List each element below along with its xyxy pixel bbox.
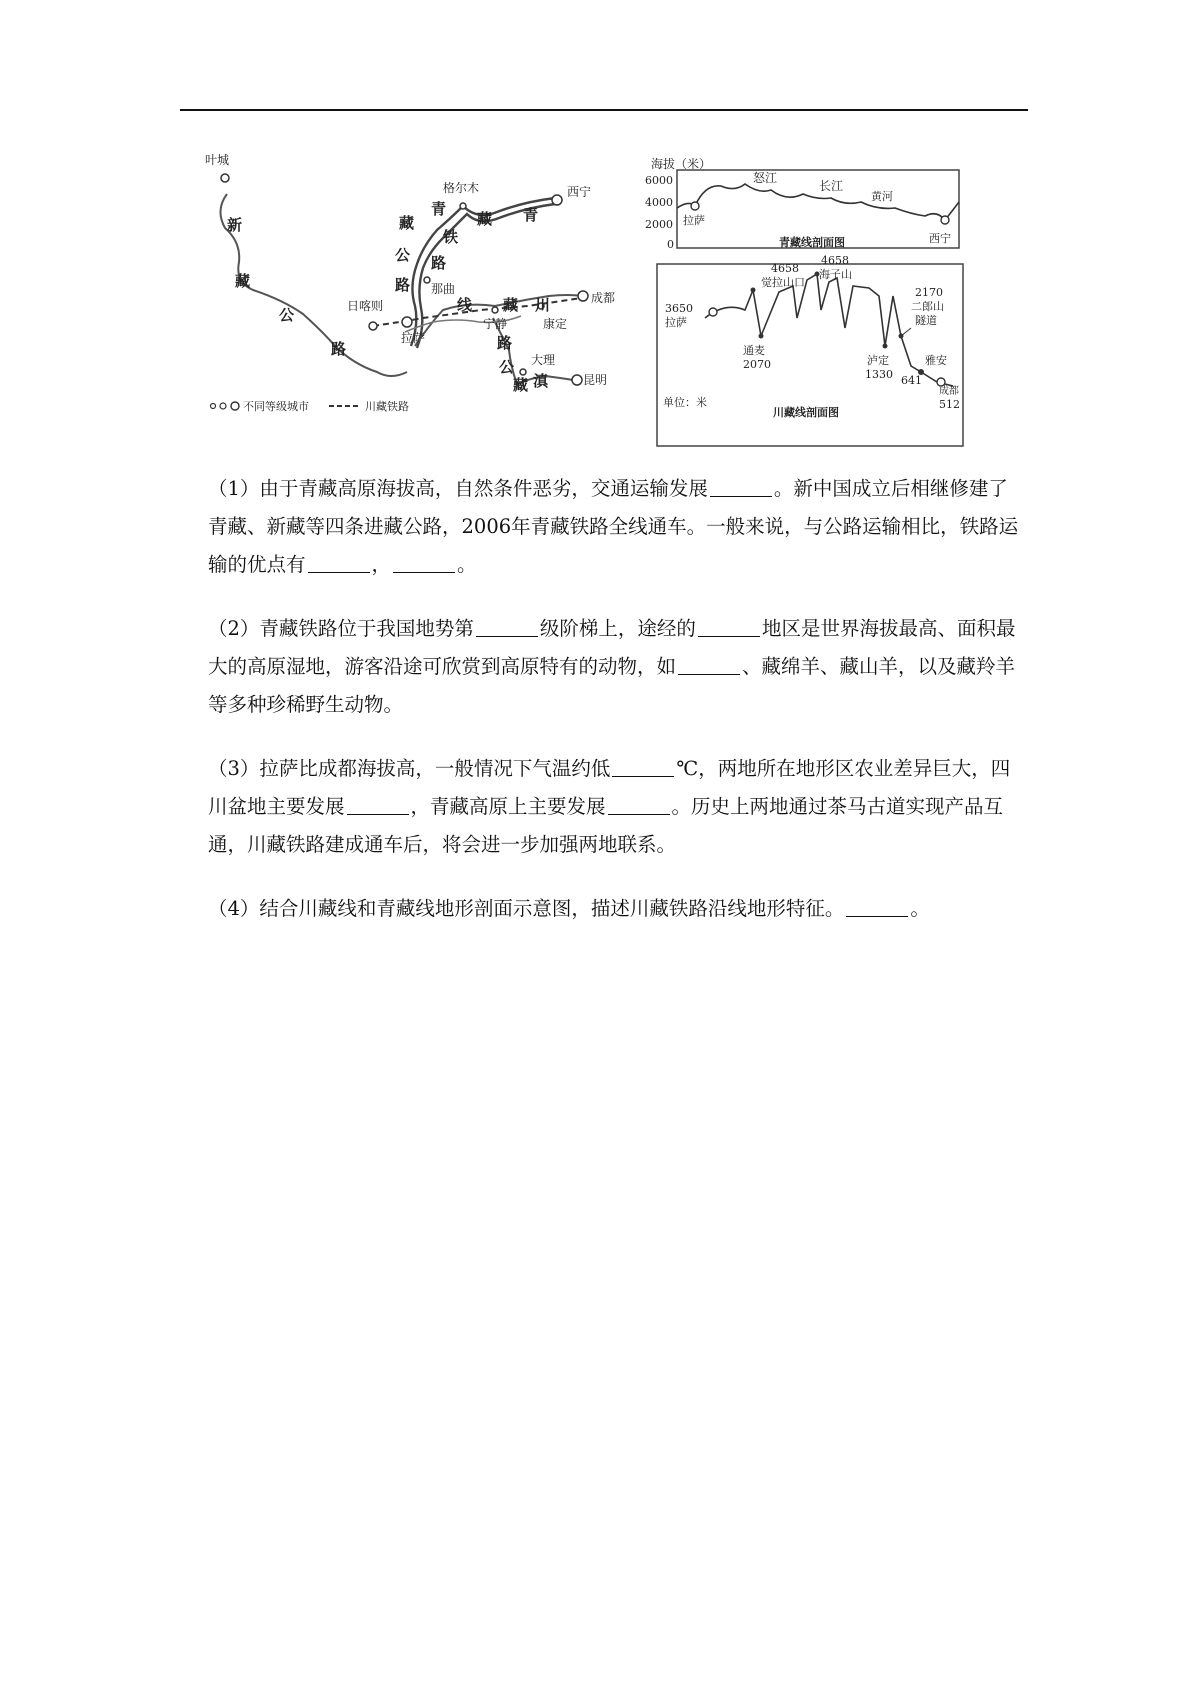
q2-text-a: （2）青藏铁路位于我国地势第 <box>208 617 474 640</box>
city-marker-kunming <box>572 375 582 385</box>
qz-tick-0: 0 <box>667 238 674 251</box>
qz-tick-2000: 2000 <box>645 218 673 231</box>
qzrail-label-1: 青 <box>431 200 447 218</box>
road-labels <box>227 200 550 394</box>
city-label-ningjing: 宁静 <box>483 317 508 331</box>
xinzang-label-4: 路 <box>331 340 347 358</box>
cz-chengdu-value: 512 <box>939 398 960 411</box>
cz-lhasa-marker <box>709 308 717 316</box>
q2-text-b: 级阶梯上，途经的 <box>539 617 696 640</box>
q1-text-c: ， <box>371 553 392 576</box>
q1-blank-2[interactable] <box>308 571 370 573</box>
cz-erlang-value: 2170 <box>915 286 943 299</box>
cz-lhasa-value: 3650 <box>665 302 693 315</box>
q3-text-a: （3）拉萨比成都海拔高，一般情况下气温约低 <box>208 757 611 780</box>
cz-luding-label: 泸定 <box>867 354 889 367</box>
header-rule <box>180 109 1028 111</box>
qz-lhasa-marker <box>691 202 699 210</box>
qzrail-label-3: 铁 <box>443 228 459 246</box>
q1-text-a: （1）由于青藏高原海拔高，自然条件恶劣，交通运输发展 <box>208 477 708 500</box>
cz-lhasa-label: 拉萨 <box>665 316 687 329</box>
dzroad-label-3: 藏 <box>513 376 529 394</box>
qz-title: 青藏线剖面图 <box>779 236 845 249</box>
qz-start-label: 拉萨 <box>683 214 705 227</box>
city-label-xining: 西宁 <box>567 185 592 199</box>
cz-luding-marker <box>883 344 888 349</box>
cz-chengdu-marker <box>937 378 945 386</box>
cz-chengdu-label: 成都 <box>939 386 959 397</box>
legend-city-mid-icon <box>220 403 226 409</box>
legend-city-large-icon <box>231 402 239 410</box>
city-label-yecheng: 叶城 <box>205 153 230 167</box>
czline-label-2: 藏 <box>503 296 519 314</box>
qz-axis-label: 海拔（米） <box>651 157 712 171</box>
cz-tongmai-label: 通麦 <box>743 344 765 357</box>
city-marker-shigatse <box>369 322 377 330</box>
q1-text-d: 。 <box>457 553 477 576</box>
q4-text-a: （4）结合川藏线和青藏线地形剖面示意图，描述川藏铁路沿线地形特征。 <box>208 897 845 920</box>
question-3 <box>208 750 1023 864</box>
q2-text-d: 、藏绵羊、藏山羊，以及藏羚羊等多种珍稀野生动物。 <box>208 655 1016 716</box>
city-label-shigatse: 日喀则 <box>347 299 384 313</box>
qz-river-nujiang: 怒江 <box>753 171 778 185</box>
cz-peak2-value: 4658 <box>821 254 849 267</box>
q3-blank-2[interactable] <box>347 813 409 815</box>
city-marker-yecheng <box>221 174 229 182</box>
q3-text-b: ℃，两地所在地形区农业差异巨大，四川盆地主要发展 <box>208 757 1011 818</box>
qz-profile-curve <box>677 184 959 220</box>
city-label-kangding: 康定 <box>543 317 568 331</box>
legend-rail-label: 川藏铁路 <box>365 400 409 413</box>
cz-title: 川藏线剖面图 <box>773 406 839 419</box>
cz-peak1-value: 4658 <box>771 262 799 275</box>
cz-yaan-value: 641 <box>901 374 922 387</box>
cz-luding-value: 1330 <box>865 368 893 381</box>
city-marker-xining <box>552 195 562 205</box>
qzroad-label-2: 藏 <box>477 210 493 228</box>
chuanzang-profile <box>657 254 963 446</box>
q4-blank-1[interactable] <box>846 915 908 917</box>
cz-tongmai-value: 2070 <box>743 358 771 371</box>
qzroad-label-1: 青 <box>523 206 539 224</box>
question-4 <box>208 890 1023 928</box>
cz-unit-label: 单位：米 <box>663 396 707 409</box>
q2-blank-3[interactable] <box>678 673 740 675</box>
city-label-golmud: 格尔木 <box>443 181 480 195</box>
cz-peak1-label: 觉拉山口 <box>761 276 805 289</box>
cz-tongmai-marker <box>759 334 764 339</box>
xinzang-label-3: 公 <box>279 306 295 324</box>
qz-tick-4000: 4000 <box>645 196 673 209</box>
city-marker-nagqu <box>424 277 430 283</box>
cz-erlang-label-2: 隧道 <box>915 314 937 327</box>
czline-label-3: 川 <box>535 296 551 314</box>
qzroad-label-4: 路 <box>395 276 411 294</box>
question-2 <box>208 610 1023 724</box>
q2-blank-2[interactable] <box>698 635 760 637</box>
dzroad-label-1: 路 <box>497 334 513 352</box>
qz-tick-6000: 6000 <box>645 174 673 187</box>
cz-erlang-pointer <box>901 328 911 336</box>
q1-blank-1[interactable] <box>710 495 772 497</box>
transport-map-figure <box>205 150 1055 450</box>
q3-text-d: 。历史上两地通过茶马古道实现产品互通，川藏铁路建成通车后，将会进一步加强两地联系。 <box>208 795 1004 856</box>
q4-text-b: 。 <box>910 897 930 920</box>
city-marker-lhasa <box>402 317 412 327</box>
q2-text-c: 地区是世界海拔最高、面积最大的高原湿地，游客沿途可欣赏到高原特有的动物，如 <box>208 617 1016 678</box>
legend-city-small-icon <box>211 404 216 409</box>
cz-peak1-marker <box>751 288 756 293</box>
qz-end-label: 西宁 <box>929 232 951 245</box>
qz-river-changjiang: 长江 <box>819 179 844 193</box>
city-marker-chengdu <box>578 291 588 301</box>
qzrail-label-2: 藏 <box>399 214 415 232</box>
xinzang-label-1: 新 <box>227 216 243 234</box>
cz-peak2-label: 海子山 <box>819 268 852 281</box>
q2-blank-1[interactable] <box>476 635 538 637</box>
q3-text-c: ，青藏高原上主要发展 <box>410 795 606 818</box>
q3-blank-3[interactable] <box>608 813 670 815</box>
tibet-road-map <box>205 153 615 413</box>
qzrail-label-4: 路 <box>431 254 447 272</box>
czline-label-1: 线 <box>457 296 473 314</box>
cz-erlang-label-1: 二郎山 <box>911 300 944 313</box>
qingzang-profile <box>645 156 959 251</box>
qz-river-huanghe: 黄河 <box>871 190 893 203</box>
city-label-chengdu: 成都 <box>591 291 616 305</box>
map-legend <box>211 399 410 413</box>
city-label-lhasa: 拉萨 <box>401 331 426 345</box>
cz-yaan-label: 雅安 <box>925 354 947 367</box>
qz-xining-marker <box>941 216 949 224</box>
q1-blank-3[interactable] <box>393 571 455 573</box>
q3-blank-1[interactable] <box>612 775 674 777</box>
city-label-nagqu: 那曲 <box>431 282 456 296</box>
q1-text-b: 。新中国成立后相继修建了青藏、新藏等四条进藏公路，2006年青藏铁路全线通车。一般来说，与公路运输相比，铁路运输的优点有 <box>208 477 1019 576</box>
question-1 <box>208 470 1023 584</box>
qzroad-label-3: 公 <box>395 246 411 264</box>
city-marker-dali <box>520 369 526 375</box>
legend-cities-label: 不同等级城市 <box>243 400 309 413</box>
dzroad-label-4: 滇 <box>533 372 549 390</box>
xinzang-label-2: 藏 <box>235 272 251 290</box>
city-marker-golmud <box>460 203 466 209</box>
city-label-dali: 大理 <box>531 353 556 367</box>
city-label-kunming: 昆明 <box>583 373 608 387</box>
city-marker-ningjing <box>492 307 498 313</box>
dzroad-label-2: 公 <box>499 358 515 376</box>
